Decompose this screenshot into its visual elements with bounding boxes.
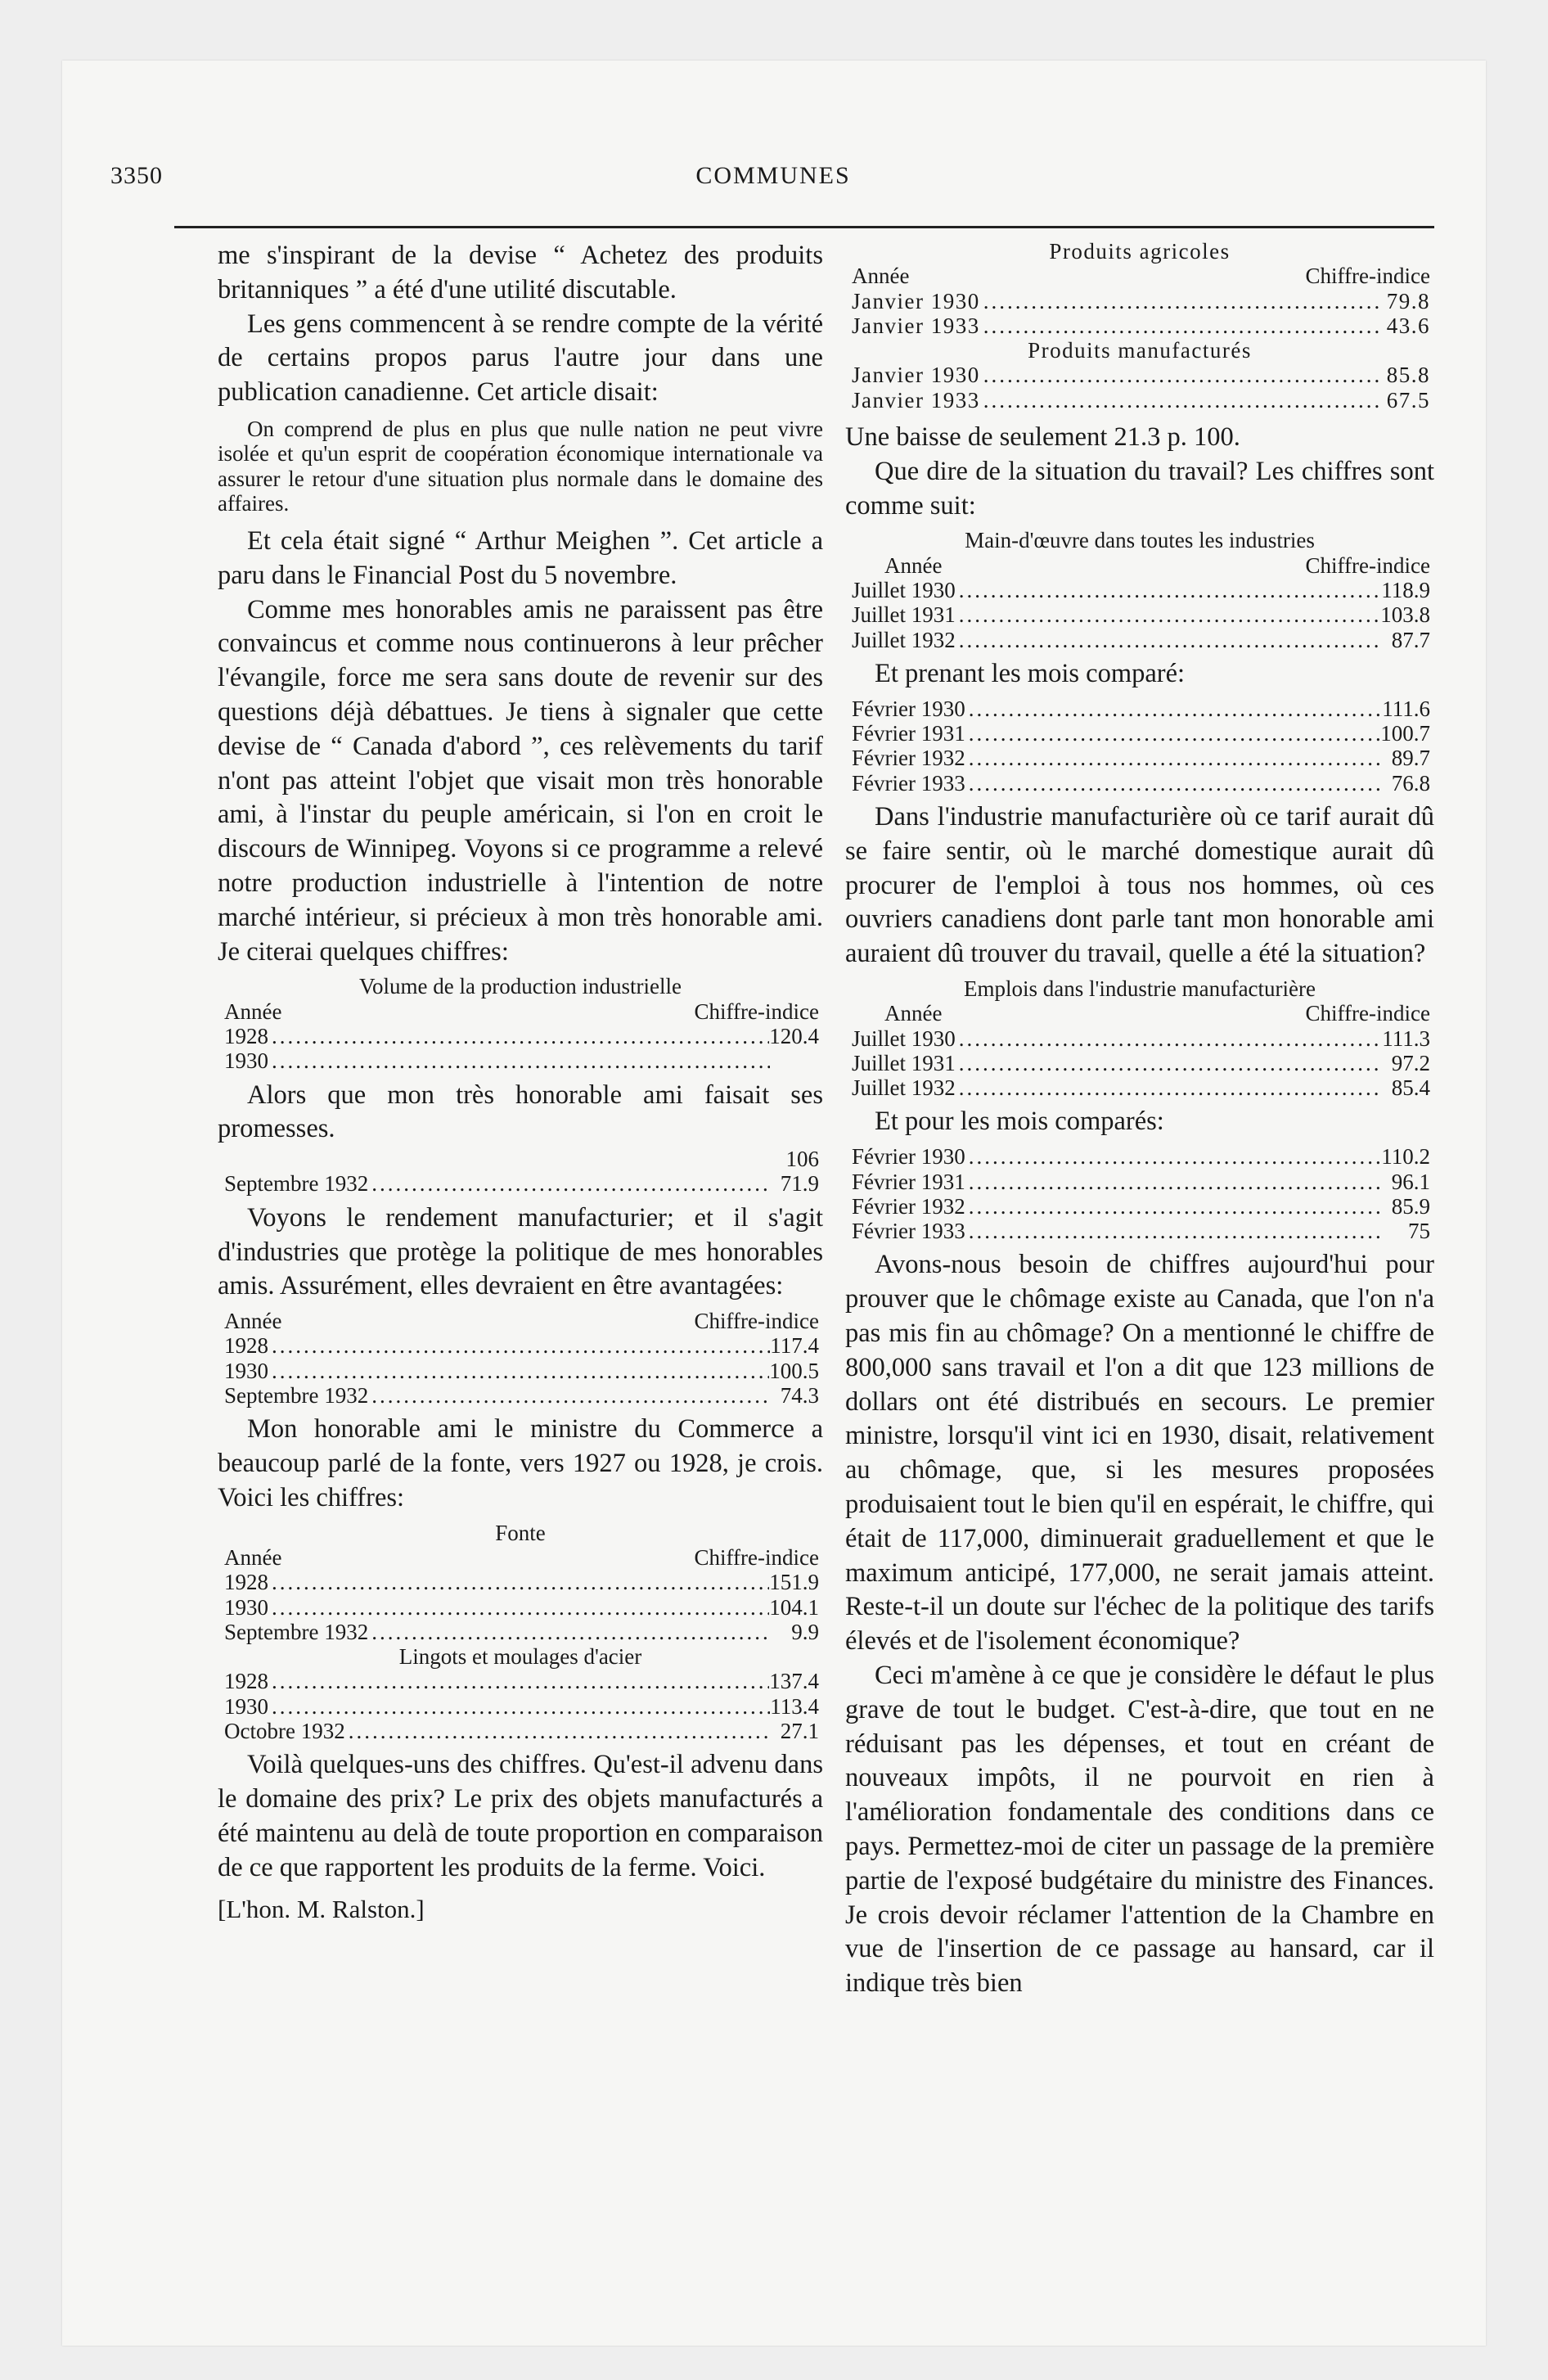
- col-header-year: Année: [224, 1309, 282, 1334]
- table-row: [218, 1333, 823, 1358]
- table-manufacturing: [218, 1309, 823, 1408]
- row-label: Juillet 1932: [852, 1075, 956, 1101]
- table-row: [845, 1026, 1434, 1051]
- row-label: Janvier 1933: [852, 313, 980, 338]
- table-title: Produits agricoles: [1049, 239, 1231, 264]
- table-row: [845, 1170, 1434, 1194]
- table-row: [218, 1171, 823, 1196]
- table-row: [845, 746, 1434, 770]
- col-header-index: Chiffre-indice: [694, 1544, 819, 1570]
- page-header: [110, 162, 1436, 195]
- table-row: [218, 1383, 823, 1408]
- row-label: 1930: [224, 1594, 268, 1620]
- row-label: 1930: [224, 1693, 268, 1719]
- row-label: Février 1932: [852, 746, 965, 771]
- paragraph: Et pour les mois comparés:: [875, 1107, 1164, 1137]
- table-header: [845, 264, 1434, 288]
- table-labour: [845, 528, 1434, 651]
- table-header: [845, 1001, 1434, 1025]
- row-value: 9.9: [791, 1619, 819, 1644]
- col-header-index: Chiffre-indice: [1305, 552, 1430, 578]
- row-label: Septembre 1932: [224, 1383, 369, 1408]
- row-value: 75: [1408, 1219, 1430, 1244]
- left-column: [218, 239, 823, 1926]
- table-title: Main-d'œuvre dans toutes les industries: [965, 528, 1315, 553]
- row-label: Juillet 1931: [852, 1050, 956, 1075]
- col-header-year: Année: [884, 552, 943, 578]
- row-label: Octobre 1932: [224, 1719, 345, 1744]
- row-label: 1928: [224, 1669, 268, 1694]
- row-value: 117.4: [770, 1333, 819, 1359]
- table-employment-february: [845, 1144, 1434, 1243]
- row-value: 27.1: [780, 1719, 819, 1744]
- table-header: [218, 999, 823, 1024]
- table-title: Emplois dans l'industrie manufacturière: [964, 976, 1316, 1001]
- row-value: 85.8: [1386, 363, 1430, 388]
- table-header: [218, 1545, 823, 1570]
- table-header: [218, 1309, 823, 1333]
- col-header-year: Année: [224, 1544, 282, 1570]
- row-value: 104.1: [769, 1594, 819, 1620]
- row-value: 89.7: [1391, 746, 1430, 771]
- col-header-year: Année: [224, 998, 282, 1024]
- paragraph: Voilà quelques-uns des chiffres. Qu'est-il advenu dans le domaine des prix? Le prix des objets manufacturés a été maintenu au delà de toute proportion en comparaison de ce que rapportent les produits de la ferme. Voici.: [218, 1750, 823, 1882]
- paragraph: me s'inspirant de la devise “ Achetez des produits britanniques ” a été d'une utilité discutable.: [218, 241, 823, 304]
- paragraph: Ceci m'amène à ce que je considère le défaut le plus grave de tout le budget. C'est-à-dire, que tout en ne réduisant pas les dépenses, et tout en créant de nouveaux impôts, il ne pourvoit en rien à l'amélioration fondamentale des conditions dans ce pays. Permettez-moi de citer un passage de la première partie de l'exposé budgétaire du ministre des Finances. Je crois devoir réclamer l'attention de la Chambre en vue de l'insertion de ce passage au hansard, car il indique très bien: [845, 1660, 1434, 1999]
- row-value: [770, 1048, 819, 1073]
- row-value: 67.5: [1386, 387, 1430, 412]
- table-row: [845, 388, 1434, 412]
- row-label: Juillet 1932: [852, 627, 956, 652]
- paragraph: Alors que mon très honorable ami faisait ses promesses.: [218, 1080, 823, 1144]
- row-value: 137.4: [769, 1669, 819, 1694]
- paragraph: Dans l'industrie manufacturière où ce tarif aurait dû se faire sentir, où le marché domestique aurait dû procurer de l'emploi à tous nos hommes, où ces ouvriers canadiens dont parle tant mon honorable ami auraient dû trouver du travail, quelle a été la situation?: [845, 801, 1434, 969]
- table-row: [218, 1595, 823, 1620]
- row-value: 110.2: [1381, 1144, 1430, 1170]
- speaker-attribution: [L'hon. M. Ralston.]: [218, 1894, 425, 1923]
- table-row: [218, 1570, 823, 1594]
- page-number: 3350: [110, 162, 163, 189]
- row-label: 1930: [224, 1048, 268, 1074]
- row-label: Février 1930: [852, 696, 965, 721]
- row-label: Février 1930: [852, 1144, 965, 1170]
- row-value: 76.8: [1391, 770, 1430, 796]
- table-agricultural-products: [845, 239, 1434, 412]
- row-label: 1928: [224, 1570, 268, 1595]
- table-row: [845, 602, 1434, 627]
- paragraph: Comme mes honorables amis ne paraissent pas être convaincus et comme nous continuerons à leur prêcher l'évangile, force me sera sans doute de revenir sur des questions déjà débattues. Je tiens à signaler que cette devise de “ Canada d'abord ”, ces relèvements du tarif n'ont pas atteint l'objet que visait mon très honorable ami, à l'instar du peuple américain, si l'on en croit le discours de Winnipeg. Voyons si ce programme a relevé notre production industrielle à l'intention de notre marché intérieur, si précieux à mon très honorable ami. Je citerai quelques chiffres:: [218, 594, 823, 967]
- row-label: Juillet 1930: [852, 578, 956, 603]
- paragraph: Mon honorable ami le ministre du Commerce a beaucoup parlé de la fonte, vers 1927 ou 1928, je crois. Voici les chiffres:: [218, 1414, 823, 1512]
- paragraph: Voyons le rendement manufacturier; et il s'agit d'industries que protège la politique de mes honorables amis. Assurément, elles devraient en être avantagées:: [218, 1202, 823, 1301]
- row-value: 85.9: [1391, 1193, 1430, 1219]
- table-row: [218, 1620, 823, 1644]
- table-row: [845, 313, 1434, 338]
- row-label: Février 1931: [852, 1169, 965, 1194]
- row-label: Janvier 1930: [852, 288, 980, 313]
- table-row: [845, 578, 1434, 602]
- paragraph: Une baisse de seulement 21.3 p. 100.: [845, 422, 1240, 453]
- paragraph: Que dire de la situation du travail? Les chiffres sont comme suit:: [845, 456, 1434, 521]
- table-subtitle: Lingots et moulages d'acier: [398, 1644, 642, 1670]
- col-header-index: Chiffre-indice: [694, 1309, 819, 1334]
- table-row: [845, 696, 1434, 721]
- table-row: [845, 1144, 1434, 1169]
- table-row: [218, 1359, 823, 1383]
- table-row: [218, 1024, 823, 1048]
- row-value: 151.9: [769, 1570, 819, 1595]
- row-label: 1928: [224, 1333, 268, 1359]
- table-row: [218, 1048, 823, 1073]
- paragraph: Avons-nous besoin de chiffres aujourd'hui pour prouver que le chômage existe au Canada, que l'on n'a pas mis fin au chômage? On a mentionné le chiffre de 800,000 sans travail et l'on a dit que 123 millions de dollars ont été distribués en secours. Le premier ministre, lorsqu'il vint ici en 1930, disait, relativement au chômage, que, si les mesures proposées produisaient tout le bien qu'il en espérait, le chiffre, qui était de 117,000, diminuerait graduellement et que le maximum anticipé, 177,000, ne serait jamais atteint. Reste-t-il un doute sur l'échec de la politique des tarifs élevés et de l'isolement économique?: [845, 1250, 1434, 1657]
- col-header-year: Année: [852, 264, 910, 289]
- col-header-index: Chiffre-indice: [694, 998, 819, 1024]
- table-continuation: [218, 1147, 823, 1197]
- table-row: [845, 363, 1434, 387]
- row-value: 118.9: [1381, 578, 1430, 603]
- row-value: 87.7: [1391, 627, 1430, 652]
- row-label: Janvier 1933: [852, 387, 980, 412]
- row-label: Février 1933: [852, 770, 965, 796]
- paragraph: Et prenant les mois comparé:: [875, 658, 1186, 688]
- table-pig-iron: [218, 1521, 823, 1744]
- row-value: 111.6: [1382, 696, 1430, 721]
- row-value: 71.9: [780, 1171, 819, 1197]
- row-label: 1928: [224, 1023, 268, 1048]
- row-label: Février 1933: [852, 1219, 965, 1244]
- row-value: 96.1: [1391, 1169, 1430, 1194]
- table-subtitle: Produits manufacturés: [1028, 338, 1252, 363]
- table-labour-february: [845, 696, 1434, 796]
- table-title: Volume de la production industrielle: [359, 974, 682, 999]
- row-value: 43.6: [1386, 313, 1430, 338]
- table-row: [845, 1194, 1434, 1219]
- row-value: 100.7: [1380, 721, 1430, 746]
- table-row: [845, 628, 1434, 652]
- row-value: 97.2: [1391, 1050, 1430, 1075]
- right-column: [845, 239, 1434, 2001]
- row-value: 106: [785, 1147, 819, 1172]
- table-row: [218, 1669, 823, 1693]
- row-label: Janvier 1930: [852, 363, 980, 388]
- table-row: [218, 1147, 823, 1171]
- row-value: 85.4: [1391, 1075, 1430, 1101]
- table-row: [845, 721, 1434, 746]
- paragraph: Les gens commencent à se rendre compte de la vérité de certains propos parus l'autre jour dans une publication canadienne. Cet article disait:: [218, 309, 823, 408]
- table-row: [218, 1719, 823, 1743]
- table-row: [218, 1694, 823, 1719]
- table-row: [845, 289, 1434, 313]
- row-label: Juillet 1930: [852, 1025, 956, 1051]
- table-row: [845, 771, 1434, 796]
- row-label: Février 1932: [852, 1193, 965, 1219]
- col-header-index: Chiffre-indice: [1305, 264, 1430, 289]
- row-value: 120.4: [769, 1023, 819, 1048]
- header-rule: [174, 226, 1434, 228]
- table-row: [845, 1075, 1434, 1100]
- table-title: Fonte: [495, 1520, 546, 1545]
- row-value: 113.4: [770, 1693, 819, 1719]
- row-value: 79.8: [1386, 288, 1430, 313]
- row-value: 74.3: [780, 1383, 819, 1408]
- row-label: Février 1931: [852, 721, 965, 746]
- row-label: 1930: [224, 1358, 268, 1383]
- table-row: [845, 1051, 1434, 1075]
- table-row: [845, 1219, 1434, 1243]
- page-title: COMMUNES: [695, 162, 851, 189]
- quotation: On comprend de plus en plus que nulle nation ne peut vivre isolée et qu'un esprit de coopération économique internationale va assurer le retour d'une situation plus normale dans le domaine des affaires.: [218, 416, 823, 516]
- row-value: 111.3: [1382, 1025, 1430, 1051]
- col-header-index: Chiffre-indice: [1305, 1001, 1430, 1026]
- row-label: Septembre 1932: [224, 1619, 369, 1644]
- table-header: [845, 553, 1434, 578]
- paragraph: Et cela était signé “ Arthur Meighen ”. Cet article a paru dans le Financial Post du 5 novembre.: [218, 525, 823, 590]
- row-label: Septembre 1932: [224, 1171, 369, 1197]
- row-value: 103.8: [1380, 602, 1430, 628]
- col-header-year: Année: [884, 1001, 943, 1026]
- table-industrial-production: [218, 974, 823, 1073]
- table-manufacturing-employment: [845, 976, 1434, 1100]
- row-value: 100.5: [769, 1358, 819, 1383]
- row-label: Juillet 1931: [852, 602, 956, 628]
